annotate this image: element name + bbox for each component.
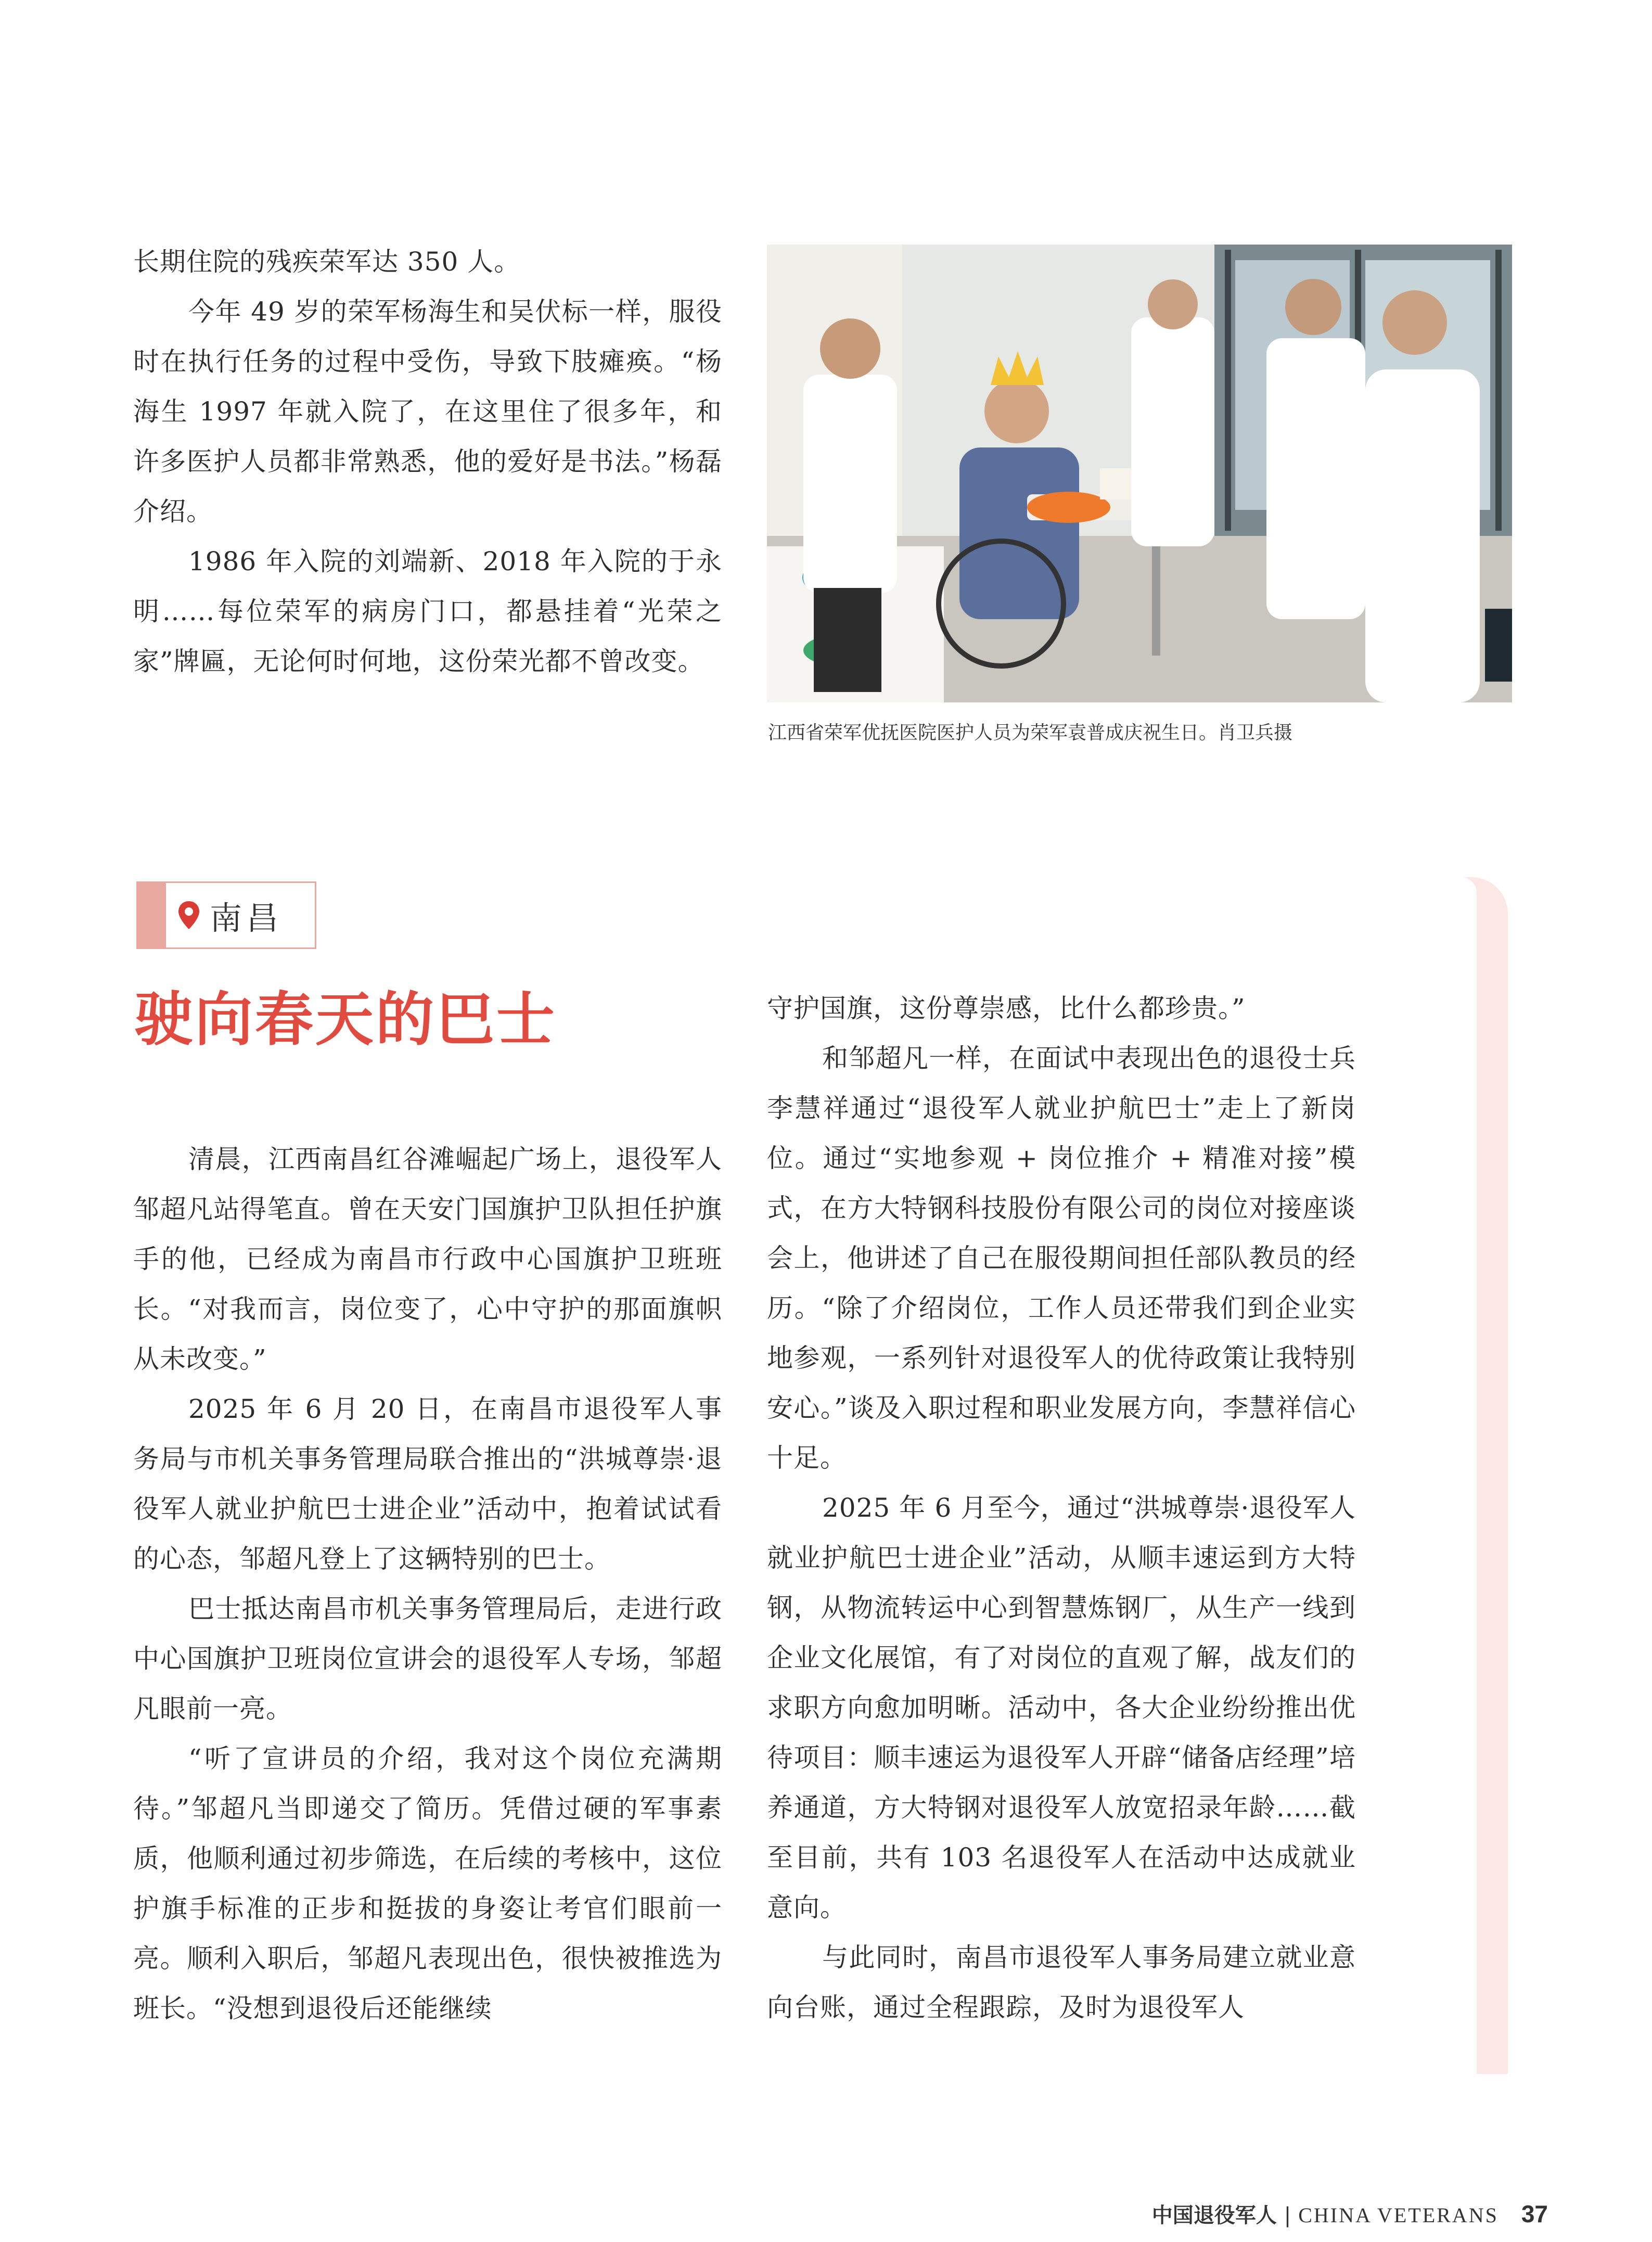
- birthday-photo: [767, 245, 1512, 702]
- footer-separator: |: [1284, 2203, 1291, 2227]
- paragraph: 1986 年入院的刘端新、2018 年入院的于永明……每位荣军的病房门口，都悬挂着“光荣之家”牌匾，无论何时何地，这份荣光都不曾改变。: [133, 546, 722, 676]
- paragraph: “听了宣讲员的介绍，我对这个岗位充满期待。”邹超凡当即递交了简历。凭借过硬的军事素质，他顺利通过初步筛选，在后续的考核中，这位护旗手标准的正步和挺拔的身姿让考官们眼前一亮。顺利入职后，邹超凡表现出色，很快被推选为班长。“没想到退役后还能继续: [133, 1744, 722, 2023]
- paragraph: 长期住院的残疾荣军达 350 人。: [133, 247, 521, 277]
- magazine-name-en: CHINA VETERANS: [1298, 2203, 1499, 2227]
- location-tag: [136, 881, 316, 949]
- article-title: 驶向春天的巴士: [134, 986, 557, 1054]
- location-tag-bar: [138, 883, 166, 947]
- paragraph: 守护国旗，这份尊崇感，比什么都珍贵。”: [767, 993, 1246, 1023]
- photo-illustration: [767, 245, 1512, 702]
- side-decoration-bar: [1399, 877, 1508, 2074]
- paragraph: 今年 49 岁的荣军杨海生和吴伏标一样，服役时在执行任务的过程中受伤，导致下肢瘫痪。“杨海生 1997 年就入院了，在这里住了很多年，和许多医护人员都非常熟悉，他的爱好是书法。”杨磊介绍。: [133, 297, 722, 527]
- photo-caption: 江西省荣军优抚医院医护人员为荣军袁普成庆祝生日。肖卫兵摄: [768, 722, 1293, 744]
- paragraph: 和邹超凡一样，在面试中表现出色的退役士兵李慧祥通过“退役军人就业护航巴士”走上了新岗位。通过“实地参观 + 岗位推介 + 精准对接”模式，在方大特钢科技股份有限公司的岗位对接座谈会上，他讲述了自己在服役期间担任部队教员的经历。“除了介绍岗位，工作人员还带我们到企业实地参观，一系列针对退役军人的优待政策让我特别安心。”谈及入职过程和职业发展方向，李慧祥信心十足。: [767, 1043, 1356, 1473]
- paragraph: 清晨，江西南昌红谷滩崛起广场上，退役军人邹超凡站得笔直。曾在天安门国旗护卫队担任护旗手的他，已经成为南昌市行政中心国旗护卫班班长。“对我而言，岗位变了，心中守护的那面旗帜从未改变。”: [133, 1144, 722, 1374]
- location-pin-icon: [166, 883, 200, 947]
- location-label: 南昌: [210, 899, 283, 937]
- paragraph: 2025 年 6 月 20 日，在南昌市退役军人事务局与市机关事务管理局联合推出的“洪城尊崇·退役军人就业护航巴士进企业”活动中，抱着试试看的心态，邹超凡登上了这辆特别的巴士。: [133, 1394, 722, 1574]
- page-number: 37: [1521, 2200, 1548, 2227]
- article-column-left: [133, 1134, 722, 2033]
- magazine-name-cn: 中国退役军人: [1151, 2203, 1277, 2227]
- paragraph: 巴士抵达南昌市机关事务管理局后，走进行政中心国旗护卫班岗位宣讲会的退役军人专场，邹超凡眼前一亮。: [133, 1594, 722, 1724]
- corner-decoration: [0, 0, 187, 5]
- top-text-block: [133, 237, 722, 686]
- paragraph: 与此同时，南昌市退役军人事务局建立就业意向台账，通过全程跟踪，及时为退役军人: [767, 1942, 1356, 2022]
- page-footer: [1152, 2199, 1548, 2228]
- paragraph: 2025 年 6 月至今，通过“洪城尊崇·退役军人就业护航巴士进企业”活动，从顺丰速运到方大特钢，从物流转运中心到智慧炼钢厂，从生产一线到企业文化展馆，有了对岗位的直观了解，战友们的求职方向愈加明晰。活动中，各大企业纷纷推出优待项目：顺丰速运为退役军人开辟“储备店经理”培养通道，方大特钢对退役军人放宽招录年龄……截至目前，共有 103 名退役军人在活动中达成就业意向。: [767, 1493, 1356, 1923]
- article-column-right: [767, 983, 1356, 2032]
